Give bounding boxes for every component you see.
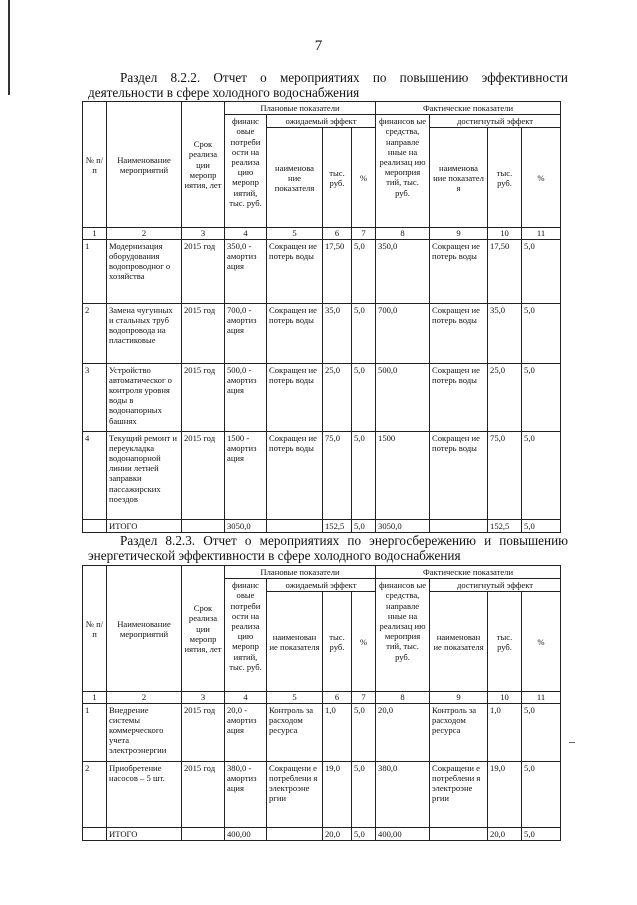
row-term: 2015 год (182, 761, 225, 827)
header-unit2: тыс. руб. (488, 592, 522, 692)
header-fact: Фактические показатели (376, 566, 561, 579)
row-fin: 380,0 - амортиз ация (225, 761, 267, 827)
table-row (83, 303, 561, 363)
row-name: Замена чугунных и стальных труб водопровода на пластиковые (107, 303, 182, 363)
header-plan: Плановые показатели (225, 566, 376, 579)
total-row (83, 519, 561, 532)
col-number: 1 (83, 228, 107, 239)
header-fin-plan: финанс овые потреби ости на реализа цию меропр иятий, тыс. руб. (225, 115, 267, 228)
total-pct: 5,0 (352, 827, 376, 840)
row-achieved: Сокращен ие потерь воды (430, 303, 488, 363)
row-fin-fact: 700,0 (376, 303, 430, 363)
col-number: 2 (107, 228, 182, 239)
row-rub: 25,0 (323, 363, 352, 431)
total-pct: 5,0 (352, 519, 376, 532)
header-unit: тыс. руб. (323, 128, 352, 228)
col-number: 4 (225, 228, 267, 239)
col-number: 8 (376, 692, 430, 703)
header-term: Срок реализа ции меропр иятия, лет (182, 566, 225, 692)
section-title-line2: деятельности в сфере холодного водоснабжения (88, 85, 360, 100)
row-achieved: Сокращен ие потерь воды (430, 431, 488, 519)
row-fin: 700,0 - амортиз ация (225, 303, 267, 363)
header-pct2: % (522, 592, 561, 692)
row-achieved: Контроль за расходом ресурса (430, 703, 488, 761)
section-heading-8-2-2 (88, 70, 568, 100)
header-expected: ожидаемый эффект (267, 115, 376, 128)
row-fin-fact: 350,0 (376, 239, 430, 303)
column-numbers-row (83, 692, 561, 703)
col-number: 10 (488, 228, 522, 239)
row-fin: 20,0 - амортиз ация (225, 703, 267, 761)
row-fin: 1500 - амортиз ация (225, 431, 267, 519)
section-title-line2: энергетической эффективности в сфере холодного водоснабжения (88, 548, 461, 563)
total-empty-term (182, 519, 225, 532)
row-num: 4 (83, 431, 107, 519)
row-rub2: 75,0 (488, 431, 522, 519)
table-row (83, 703, 561, 761)
total-pct2: 5,0 (522, 827, 561, 840)
section-title-line1: Раздел 8.2.3. Отчет о мероприятиях по энергосбережению и повышению (120, 533, 568, 548)
row-fin-fact: 500,0 (376, 363, 430, 431)
header-ach-name: наименова ние показател я (430, 128, 488, 228)
col-number: 5 (267, 228, 323, 239)
col-number: 6 (323, 228, 352, 239)
col-number: 3 (182, 692, 225, 703)
row-name: Текущий ремонт и переукладка водонапорной линии летней заправки пассажирских поездов (107, 431, 182, 519)
table-row (83, 239, 561, 303)
row-term: 2015 год (182, 303, 225, 363)
row-pct: 5,0 (352, 239, 376, 303)
row-pct: 5,0 (352, 761, 376, 827)
row-pct: 5,0 (352, 303, 376, 363)
col-number: 5 (267, 692, 323, 703)
row-rub: 19,0 (323, 761, 352, 827)
row-achieved: Сокращени е потреблени я электроэне ргии (430, 761, 488, 827)
table-row (83, 363, 561, 431)
row-name: Внедрение системы коммерческого учета электроэнергии (107, 703, 182, 761)
header-name: Наименование мероприятий (107, 102, 182, 228)
col-number: 11 (522, 692, 561, 703)
total-row (83, 827, 561, 840)
col-number: 3 (182, 228, 225, 239)
row-rub2: 19,0 (488, 761, 522, 827)
row-rub2: 17,50 (488, 239, 522, 303)
scan-mark (569, 742, 575, 743)
col-number: 4 (225, 692, 267, 703)
header-num: № п/п (83, 102, 107, 228)
row-pct2: 5,0 (522, 761, 561, 827)
col-number: 8 (376, 228, 430, 239)
col-number: 6 (323, 692, 352, 703)
row-pct2: 5,0 (522, 703, 561, 761)
total-empty-term (182, 827, 225, 840)
row-fin: 350,0 - амортиз ация (225, 239, 267, 303)
total-rub2: 20,0 (488, 827, 522, 840)
row-term: 2015 год (182, 431, 225, 519)
header-eff-name: наименова ние показателя (267, 128, 323, 228)
report-table-8-2-2 (82, 101, 561, 533)
total-rub: 20,0 (323, 827, 352, 840)
header-fin-plan: финанс овые потреби ости на реализа цию меропр иятий, тыс. руб. (225, 579, 267, 692)
total-label: ИТОГО (107, 827, 182, 840)
row-pct2: 5,0 (522, 303, 561, 363)
row-pct: 5,0 (352, 363, 376, 431)
row-fin-fact: 20,0 (376, 703, 430, 761)
header-name: Наименование мероприятий (107, 566, 182, 692)
header-pct: % (352, 128, 376, 228)
total-rub2: 152,5 (488, 519, 522, 532)
row-fin: 500,0 - амортиз ация (225, 363, 267, 431)
total-empty-effect (267, 827, 323, 840)
header-unit2: тыс. руб. (488, 128, 522, 228)
total-empty-achieved (430, 827, 488, 840)
total-fin-fact: 3050,0 (376, 519, 430, 532)
row-num: 2 (83, 761, 107, 827)
row-fin-fact: 380,0 (376, 761, 430, 827)
row-effect: Сокращен ие потерь воды (267, 303, 323, 363)
total-empty-num (83, 827, 107, 840)
row-rub: 75,0 (323, 431, 352, 519)
row-pct: 5,0 (352, 431, 376, 519)
header-achieved: достигнутый эффект (430, 115, 561, 128)
table-row (83, 761, 561, 827)
header-pct2: % (522, 128, 561, 228)
total-pct2: 5,0 (522, 519, 561, 532)
row-pct2: 5,0 (522, 431, 561, 519)
section-title-line1: Раздел 8.2.2. Отчет о мероприятиях по повышению эффективности (120, 70, 568, 85)
header-fin-fact: финансов ые средства, направле нные на реализац ию мероприя тий, тыс. руб. (376, 579, 430, 692)
row-effect: Сокращени е потреблени я электроэне ргии (267, 761, 323, 827)
row-num: 2 (83, 303, 107, 363)
total-fin: 3050,0 (225, 519, 267, 532)
total-empty-num (83, 519, 107, 532)
row-rub: 35,0 (323, 303, 352, 363)
total-label: ИТОГО (107, 519, 182, 532)
header-fact: Фактические показатели (376, 102, 561, 115)
row-achieved: Сокращен ие потерь воды (430, 239, 488, 303)
row-rub: 1,0 (323, 703, 352, 761)
col-number: 1 (83, 692, 107, 703)
row-effect: Сокращен ие потерь воды (267, 363, 323, 431)
row-pct: 5,0 (352, 703, 376, 761)
row-fin-fact: 1500 (376, 431, 430, 519)
col-number: 7 (352, 692, 376, 703)
col-number: 7 (352, 228, 376, 239)
row-rub2: 35,0 (488, 303, 522, 363)
col-number: 9 (430, 228, 488, 239)
row-name: Устройство автоматическог о контроля уровня воды в водонапорных башнях (107, 363, 182, 431)
row-rub2: 1,0 (488, 703, 522, 761)
col-number: 10 (488, 692, 522, 703)
total-rub: 152,5 (323, 519, 352, 532)
header-expected: ожидаемый эффект (267, 579, 376, 592)
row-num: 3 (83, 363, 107, 431)
row-pct2: 5,0 (522, 363, 561, 431)
header-plan: Плановые показатели (225, 102, 376, 115)
header-term: Срок реализа ции меропр иятия, лет (182, 102, 225, 228)
row-effect: Сокращен ие потерь воды (267, 431, 323, 519)
row-rub: 17,50 (323, 239, 352, 303)
total-fin-fact: 400,00 (376, 827, 430, 840)
col-number: 2 (107, 692, 182, 703)
row-num: 1 (83, 703, 107, 761)
row-term: 2015 год (182, 363, 225, 431)
report-table-8-2-3 (82, 565, 561, 841)
table-row (83, 431, 561, 519)
row-num: 1 (83, 239, 107, 303)
row-rub2: 25,0 (488, 363, 522, 431)
row-effect: Сокращен ие потерь воды (267, 239, 323, 303)
row-pct2: 5,0 (522, 239, 561, 303)
header-achieved: достигнутый эффект (430, 579, 561, 592)
col-number: 9 (430, 692, 488, 703)
row-name: Приобретение насосов – 5 шт. (107, 761, 182, 827)
total-empty-effect (267, 519, 323, 532)
header-pct: % (352, 592, 376, 692)
page-number: 7 (314, 38, 323, 54)
section-heading-8-2-3 (88, 533, 568, 563)
header-eff-name: наименован ие показателя (267, 592, 323, 692)
row-term: 2015 год (182, 703, 225, 761)
header-ach-name: наименован ие показателя (430, 592, 488, 692)
header-unit: тыс. руб. (323, 592, 352, 692)
row-name: Модернизация оборудования водопроводног о хозяйства (107, 239, 182, 303)
column-numbers-row (83, 228, 561, 239)
header-fin-fact: финансов ые средства, направле нные на реализац ию мероприя тий, тыс. руб. (376, 115, 430, 228)
row-effect: Контроль за расходом ресурса (267, 703, 323, 761)
header-num: № п/п (83, 566, 107, 692)
total-fin: 400,00 (225, 827, 267, 840)
total-empty-achieved (430, 519, 488, 532)
row-term: 2015 год (182, 239, 225, 303)
col-number: 11 (522, 228, 561, 239)
row-achieved: Сокращен ие потерь воды (430, 363, 488, 431)
